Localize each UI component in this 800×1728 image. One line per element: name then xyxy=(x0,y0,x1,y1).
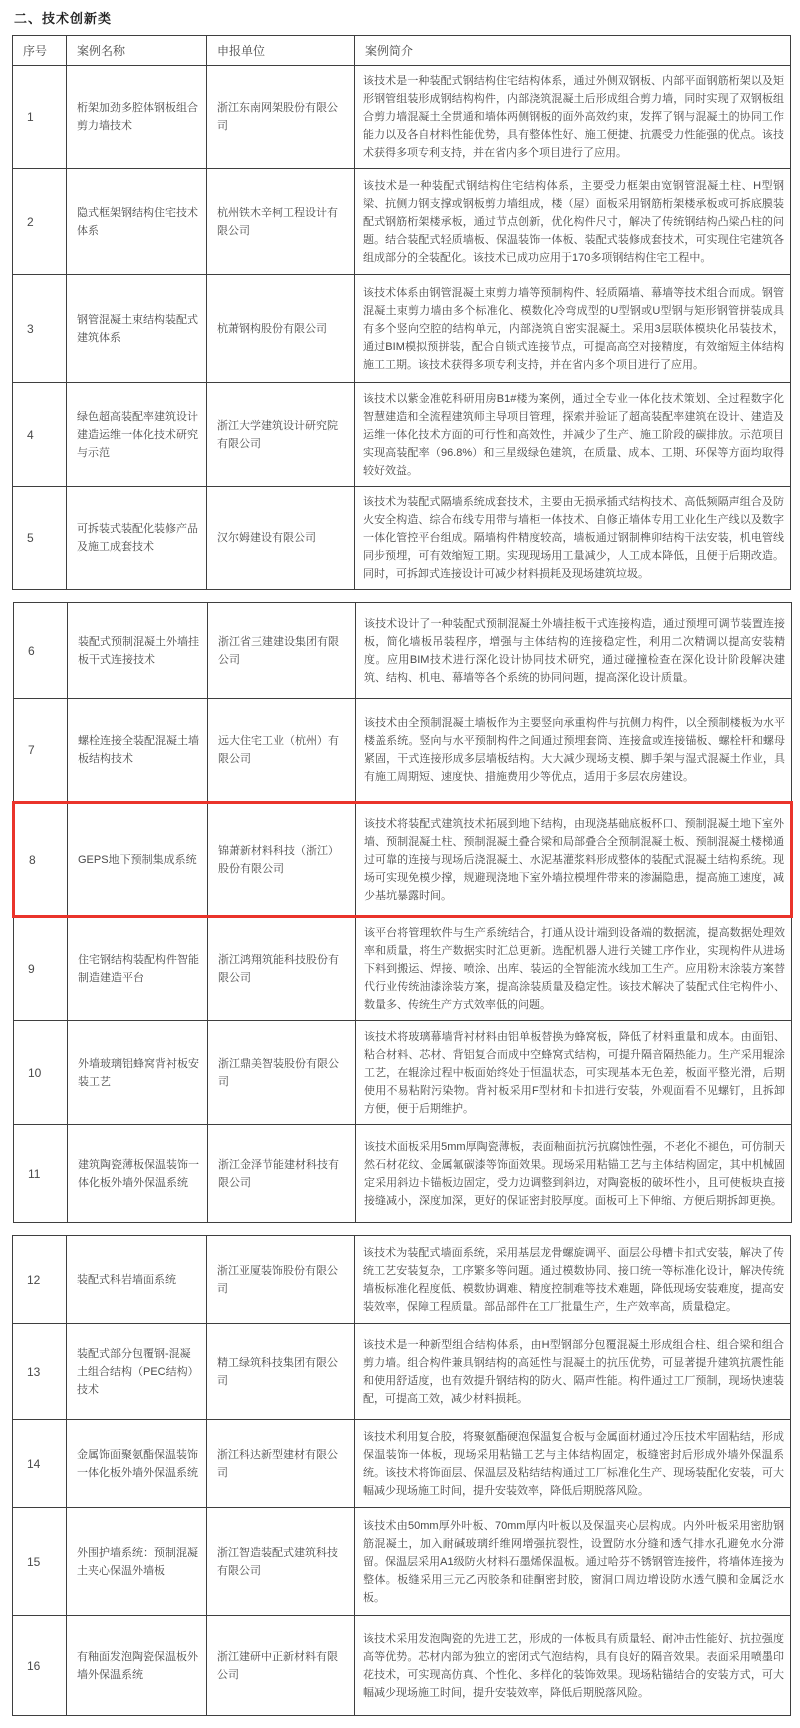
case-number-cell: 15 xyxy=(13,1508,67,1616)
case-number-cell: 3 xyxy=(13,275,67,383)
table-row xyxy=(14,1125,792,1223)
case-number-cell: 14 xyxy=(13,1420,67,1508)
highlighted-row xyxy=(14,803,792,917)
org-cell: 汉尔姆建设有限公司 xyxy=(207,487,355,590)
table-row xyxy=(13,487,791,590)
cases-table-segment-1 xyxy=(12,35,791,590)
org-cell: 锦萧新材料科技（浙江）股份有限公司 xyxy=(208,803,356,917)
case-name-cell: 绿色超高装配率建筑设计建造运维一体化技术研究与示范 xyxy=(67,383,207,487)
header-row xyxy=(13,36,791,66)
case-name-cell: 金属饰面聚氨酯保温装饰一体化板外墙外保温系统 xyxy=(67,1420,207,1508)
org-cell: 浙江智造装配式建筑科技有限公司 xyxy=(207,1508,355,1616)
org-cell: 远大住宅工业（杭州）有限公司 xyxy=(208,699,356,803)
cases-table-segment-2 xyxy=(12,602,793,1223)
table-row xyxy=(13,1616,791,1716)
desc-cell: 该技术以紫金准乾科研用房B1#楼为案例，通过全专业一体化技术策划、全过程数字化智慧建造和全流程建筑师主导项目管理，探索并验证了超高装配率建筑在设计、建造及运维一体化技术方面的可行性和高效性，并减少了生产、施工阶段的碳排放。示范项目实现高装配率（96.8%）和三星级绿色建筑，在质量、成本、工期、环保等方面均取得较好效益。 xyxy=(355,383,791,487)
case-name-cell: 装配式科岩墙面系统 xyxy=(67,1236,207,1324)
case-name-cell: 住宅钢结构装配构件智能制造建造平台 xyxy=(68,917,208,1021)
table-row xyxy=(14,699,792,803)
org-cell: 浙江省三建建设集团有限公司 xyxy=(208,603,356,699)
case-number-cell: 9 xyxy=(14,917,68,1021)
desc-cell: 该技术由全预制混凝土墙板作为主要竖向承重构件与抗侧力构件，以全预制楼板为水平楼盖系统。竖向与水平预制构件之间通过预埋套筒、连接盒或连接锚板、螺栓杆和螺母紧固，干式连接形成多层墙板结构。大大减少现场支模、脚手架与湿式混凝土作业，具有施工周期短、速度快、措施费用少等优点，适用于多层农房建设。 xyxy=(356,699,792,803)
case-name-cell: 装配式预制混凝土外墙挂板干式连接技术 xyxy=(68,603,208,699)
org-cell: 杭州铁木辛柯工程设计有限公司 xyxy=(207,169,355,275)
case-name-cell: 建筑陶瓷薄板保温装饰一体化板外墙外保温系统 xyxy=(68,1125,208,1223)
desc-cell: 该技术由50mm厚外叶板、70mm厚内叶板以及保温夹心层构成。内外叶板采用密肋钢筋混凝土，加入耐碱玻璃纤维网增强抗裂性，设置防水分缝和透气排水孔避免水分滞留。保温层采用A1级防火材料石墨烯保温板。通过哈芬不锈钢管连接件，将墙体连接为整体。板缝采用三元乙丙胶条和硅酮密封胶，窗洞口周边增设防水透气膜和金属泛水板。 xyxy=(355,1508,791,1616)
case-number-cell: 2 xyxy=(13,169,67,275)
table-row xyxy=(13,275,791,383)
desc-cell: 该技术体系由钢管混凝土束剪力墙等预制构件、轻质隔墙、幕墙等技术组合而成。钢管混凝土束剪力墙由多个标准化、模数化冷弯成型的U型钢或U型钢与矩形钢管拼装成具有多个竖向空腔的结构单元，内部浇筑自密实混凝土。采用3层联体模块化吊装技术，通过BIM模拟预拼装，配合自锁式连接节点，可提高高空对接精度，有效缩短主体结构施工工期。该技术获得多项专利支持，并在省内多个项目进行了应用。 xyxy=(355,275,791,383)
org-cell: 浙江鸿翔筑能科技股份有限公司 xyxy=(208,917,356,1021)
case-name-cell: 外墙玻璃铝蜂窝背衬板安装工艺 xyxy=(68,1021,208,1125)
org-cell: 浙江鼎美智装股份有限公司 xyxy=(208,1021,356,1125)
org-cell: 浙江东南网架股份有限公司 xyxy=(207,66,355,169)
org-cell: 浙江亚厦装饰股份有限公司 xyxy=(207,1236,355,1324)
desc-cell: 该技术设计了一种装配式预制混凝土外墙挂板干式连接构造，通过预埋可调节装置连接板，简化墙板吊装程序，增强与主体结构的连接稳定性，利用二次精调以提高安装精度。应用BIM技术进行深化设计协同技术研究，通过碰撞检查在深化设计阶段解决建筑、结构、机电、幕墙等各个系统的协同问题，提高深化设计质量。 xyxy=(356,603,792,699)
cases-table-segment-3 xyxy=(12,1235,791,1716)
case-number-cell: 12 xyxy=(13,1236,67,1324)
org-cell: 浙江建研中正新材料有限公司 xyxy=(207,1616,355,1716)
case-name-cell: 有釉面发泡陶瓷保温板外墙外保温系统 xyxy=(67,1616,207,1716)
case-name-cell: 螺栓连接全装配混凝土墙板结构技术 xyxy=(68,699,208,803)
desc-cell: 该技术是一种装配式钢结构住宅结构体系，通过外侧双钢板、内部平面钢筋桁架以及矩形钢管组装形成钢结构构件，内部浇筑混凝土后形成组合剪力墙，同时实现了双钢板组合剪力墙混凝土全贯通和墙体两侧钢板的面外高效约束，发挥了钢与混凝土的协同工作能力以及各自材料性能优势，具有整体性好、施工便捷、抗震受力性能强的优点。该技术获得多项专利支持，并在省内多个项目进行了应用。 xyxy=(355,66,791,169)
org-cell: 精工绿筑科技集团有限公司 xyxy=(207,1324,355,1420)
case-number-cell: 4 xyxy=(13,383,67,487)
desc-cell: 该技术采用发泡陶瓷的先进工艺，形成的一体板具有质量轻、耐冲击性能好、抗拉强度高等优势。芯材内部为独立的密闭式气泡结构，具有良好的隔音效果。表面采用喷墨印花技术，可实现高仿真、个性化、多样化的装饰效果。现场粘锚结合的安装方式，可大幅减少现场施工时间，提升安装效率，降低后期脱落风险。 xyxy=(355,1616,791,1716)
desc-cell: 该技术是一种新型组合结构体系，由H型钢部分包覆混凝土形成组合柱、组合梁和组合剪力墙。组合构件兼具钢结构的高延性与混凝土的抗压优势，可显著提升建筑抗震性能和使用舒适度，也有效提升钢结构的防火、隔声性能。构件通过工厂预制，现场快速装配，可提高工效，减少材料损耗。 xyxy=(355,1324,791,1420)
desc-cell: 该技术将装配式建筑技术拓展到地下结构，由现浇基础底板杯口、预制混凝土地下室外墙、预制混凝土柱、预制混凝土叠合梁和局部叠合全预制混凝土板、预制混凝土楼梯通过可靠的连接与现场后浇混凝土、水泥基灌浆料形成整体的装配式混凝土结构系统。现场可实现免模少撑，规避现浇地下室外墙拉模埋件带来的渗漏隐患，提高施工速度，减少基坑暴露时间。 xyxy=(356,803,792,917)
org-cell: 浙江金泽节能建材科技有限公司 xyxy=(208,1125,356,1223)
table-row xyxy=(13,383,791,487)
org-cell: 杭萧钢构股份有限公司 xyxy=(207,275,355,383)
case-number-cell: 5 xyxy=(13,487,67,590)
table-row xyxy=(14,1021,792,1125)
desc-cell: 该技术为装配式隔墙系统成套技术，主要由无损承插式结构技术、高低频隔声组合及防火安全构造、综合布线专用带与墙柜一体技术、自修正墙体专用工业化生产线以及数字一体化管控平台组成。隔墙构件精度较高，墙板通过钢制榫卯结构干法安装，机电管线同步预埋，可有效缩短工期。实现现场用工量减少，人工成本降低，且便于后期改造。同时，可拆卸式连接设计可减少材料损耗及现场建筑垃圾。 xyxy=(355,487,791,590)
case-number-cell: 13 xyxy=(13,1324,67,1420)
table-row xyxy=(13,1420,791,1508)
org-cell: 浙江大学建筑设计研究院有限公司 xyxy=(207,383,355,487)
case-number-cell: 7 xyxy=(14,699,68,803)
table-row xyxy=(13,1324,791,1420)
table-row xyxy=(13,169,791,275)
case-number-cell: 11 xyxy=(14,1125,68,1223)
case-name-cell: 装配式部分包覆钢-混凝土组合结构（PEC结构）技术 xyxy=(67,1324,207,1420)
column-header-name: 案例名称 xyxy=(67,36,207,66)
desc-cell: 该技术利用复合胶，将聚氨酯硬泡保温复合板与金属面材通过冷压技术牢固粘结，形成保温装饰一体板，现场采用粘锚工艺与主体结构固定，板缝密封后形成外墙外保温系统。该技术将饰面层、保温层及粘结结构通过工厂标准化生产、现场装配化安装，可大幅减少现场施工时间，提升安装效率，降低后期脱落风险。 xyxy=(355,1420,791,1508)
table-row xyxy=(13,1236,791,1324)
case-number-cell: 16 xyxy=(13,1616,67,1716)
table-row xyxy=(13,66,791,169)
case-number-cell: 10 xyxy=(14,1021,68,1125)
desc-cell: 该平台将管理软件与生产系统结合，打通从设计端到设备端的数据流，提高数据处理效率和质量，将生产数据实时汇总更新。选配机器人进行关键工序作业，实现构件从进场下料到搬运、焊接、喷涂、出库、装运的全智能流水线加工生产。应用粉末涂装方案替代行业传统油漆涂装方案，提高涂装质量及稳定性。该技术解决了装配式住宅构件小、数量多、传统生产方式效率低的问题。 xyxy=(356,917,792,1021)
table-row xyxy=(14,917,792,1021)
case-name-cell: 可拆装式装配化装修产品及施工成套技术 xyxy=(67,487,207,590)
desc-cell: 该技术将玻璃幕墙背衬材料由铝单板替换为蜂窝板，降低了材料重量和成本。由面铝、粘合材料、芯材、背铝复合而成中空蜂窝式结构，可提升隔音隔热能力。生产采用辊涂工艺，在辊涂过程中板面始终处于恒温状态，可实现基本无色差，板面平整光滑，后期使用不易粘附污染物。背衬板采用F型材和卡扣进行安装，外观面看不见螺钉，且拆卸方便，便于后期维护。 xyxy=(356,1021,792,1125)
column-header-no: 序号 xyxy=(13,36,67,66)
org-cell: 浙江科达新型建材有限公司 xyxy=(207,1420,355,1508)
case-number-cell: 8 xyxy=(14,803,68,917)
desc-cell: 该技术面板采用5mm厚陶瓷薄板，表面釉面抗污抗腐蚀性强，不老化不褪色，可仿制天然石材花纹、金属氟碳漆等饰面效果。现场采用粘锚工艺与主体结构固定，其中机械固定采用斜边卡锚板边固定，受力边调整到斜边，对陶瓷板的破坏性小，且可使板块直接接缝减小，深度加深，更好的保证密封胶厚度。面板可上下伸缩、方便后期拆卸更换。 xyxy=(356,1125,792,1223)
section-title: 二、技术创新类 xyxy=(14,11,113,26)
case-name-cell: 外围护墙系统：预制混凝土夹心保温外墙板 xyxy=(67,1508,207,1616)
case-number-cell: 1 xyxy=(13,66,67,169)
desc-cell: 该技术是一种装配式钢结构住宅结构体系，主要受力框架由宽钢管混凝土柱、H型钢梁、抗侧力钢支撑或钢板剪力墙组成，楼（屋）面板采用钢筋桁架楼承板或可拆底膜装配式钢筋桁架楼承板，通过节点创新，优化构件尺寸，解决了传统钢结构凸梁凸柱的问题。结合装配式轻质墙板、保温装饰一体板、装配式装修成套技术，可实现住宅建筑各组成部分的全装配化。该技术已成功应用于170多项钢结构住宅工程中。 xyxy=(355,169,791,275)
table-row xyxy=(14,603,792,699)
column-header-org: 申报单位 xyxy=(207,36,355,66)
case-name-cell: 桁架加劲多腔体钢板组合剪力墙技术 xyxy=(67,66,207,169)
case-name-cell: GEPS地下预制集成系统 xyxy=(68,803,208,917)
table-row xyxy=(13,1508,791,1616)
case-name-cell: 钢管混凝土束结构装配式建筑体系 xyxy=(67,275,207,383)
desc-cell: 该技术为装配式墙面系统，采用基层龙骨螺旋调平、面层公母槽卡扣式安装，解决了传统工艺安装复杂，工序繁多等问题。通过模数协同、接口统一等标准化设计，解决传统墙板标准化程度低、模数协调难、精度控制难等技术难题，降低现场安装难度，提高安装效率，保障工程质量。部品部件在工厂批量生产，生产效率高，质量稳定。 xyxy=(355,1236,791,1324)
column-header-desc: 案例简介 xyxy=(355,36,791,66)
case-name-cell: 隐式框架钢结构住宅技术体系 xyxy=(67,169,207,275)
case-number-cell: 6 xyxy=(14,603,68,699)
